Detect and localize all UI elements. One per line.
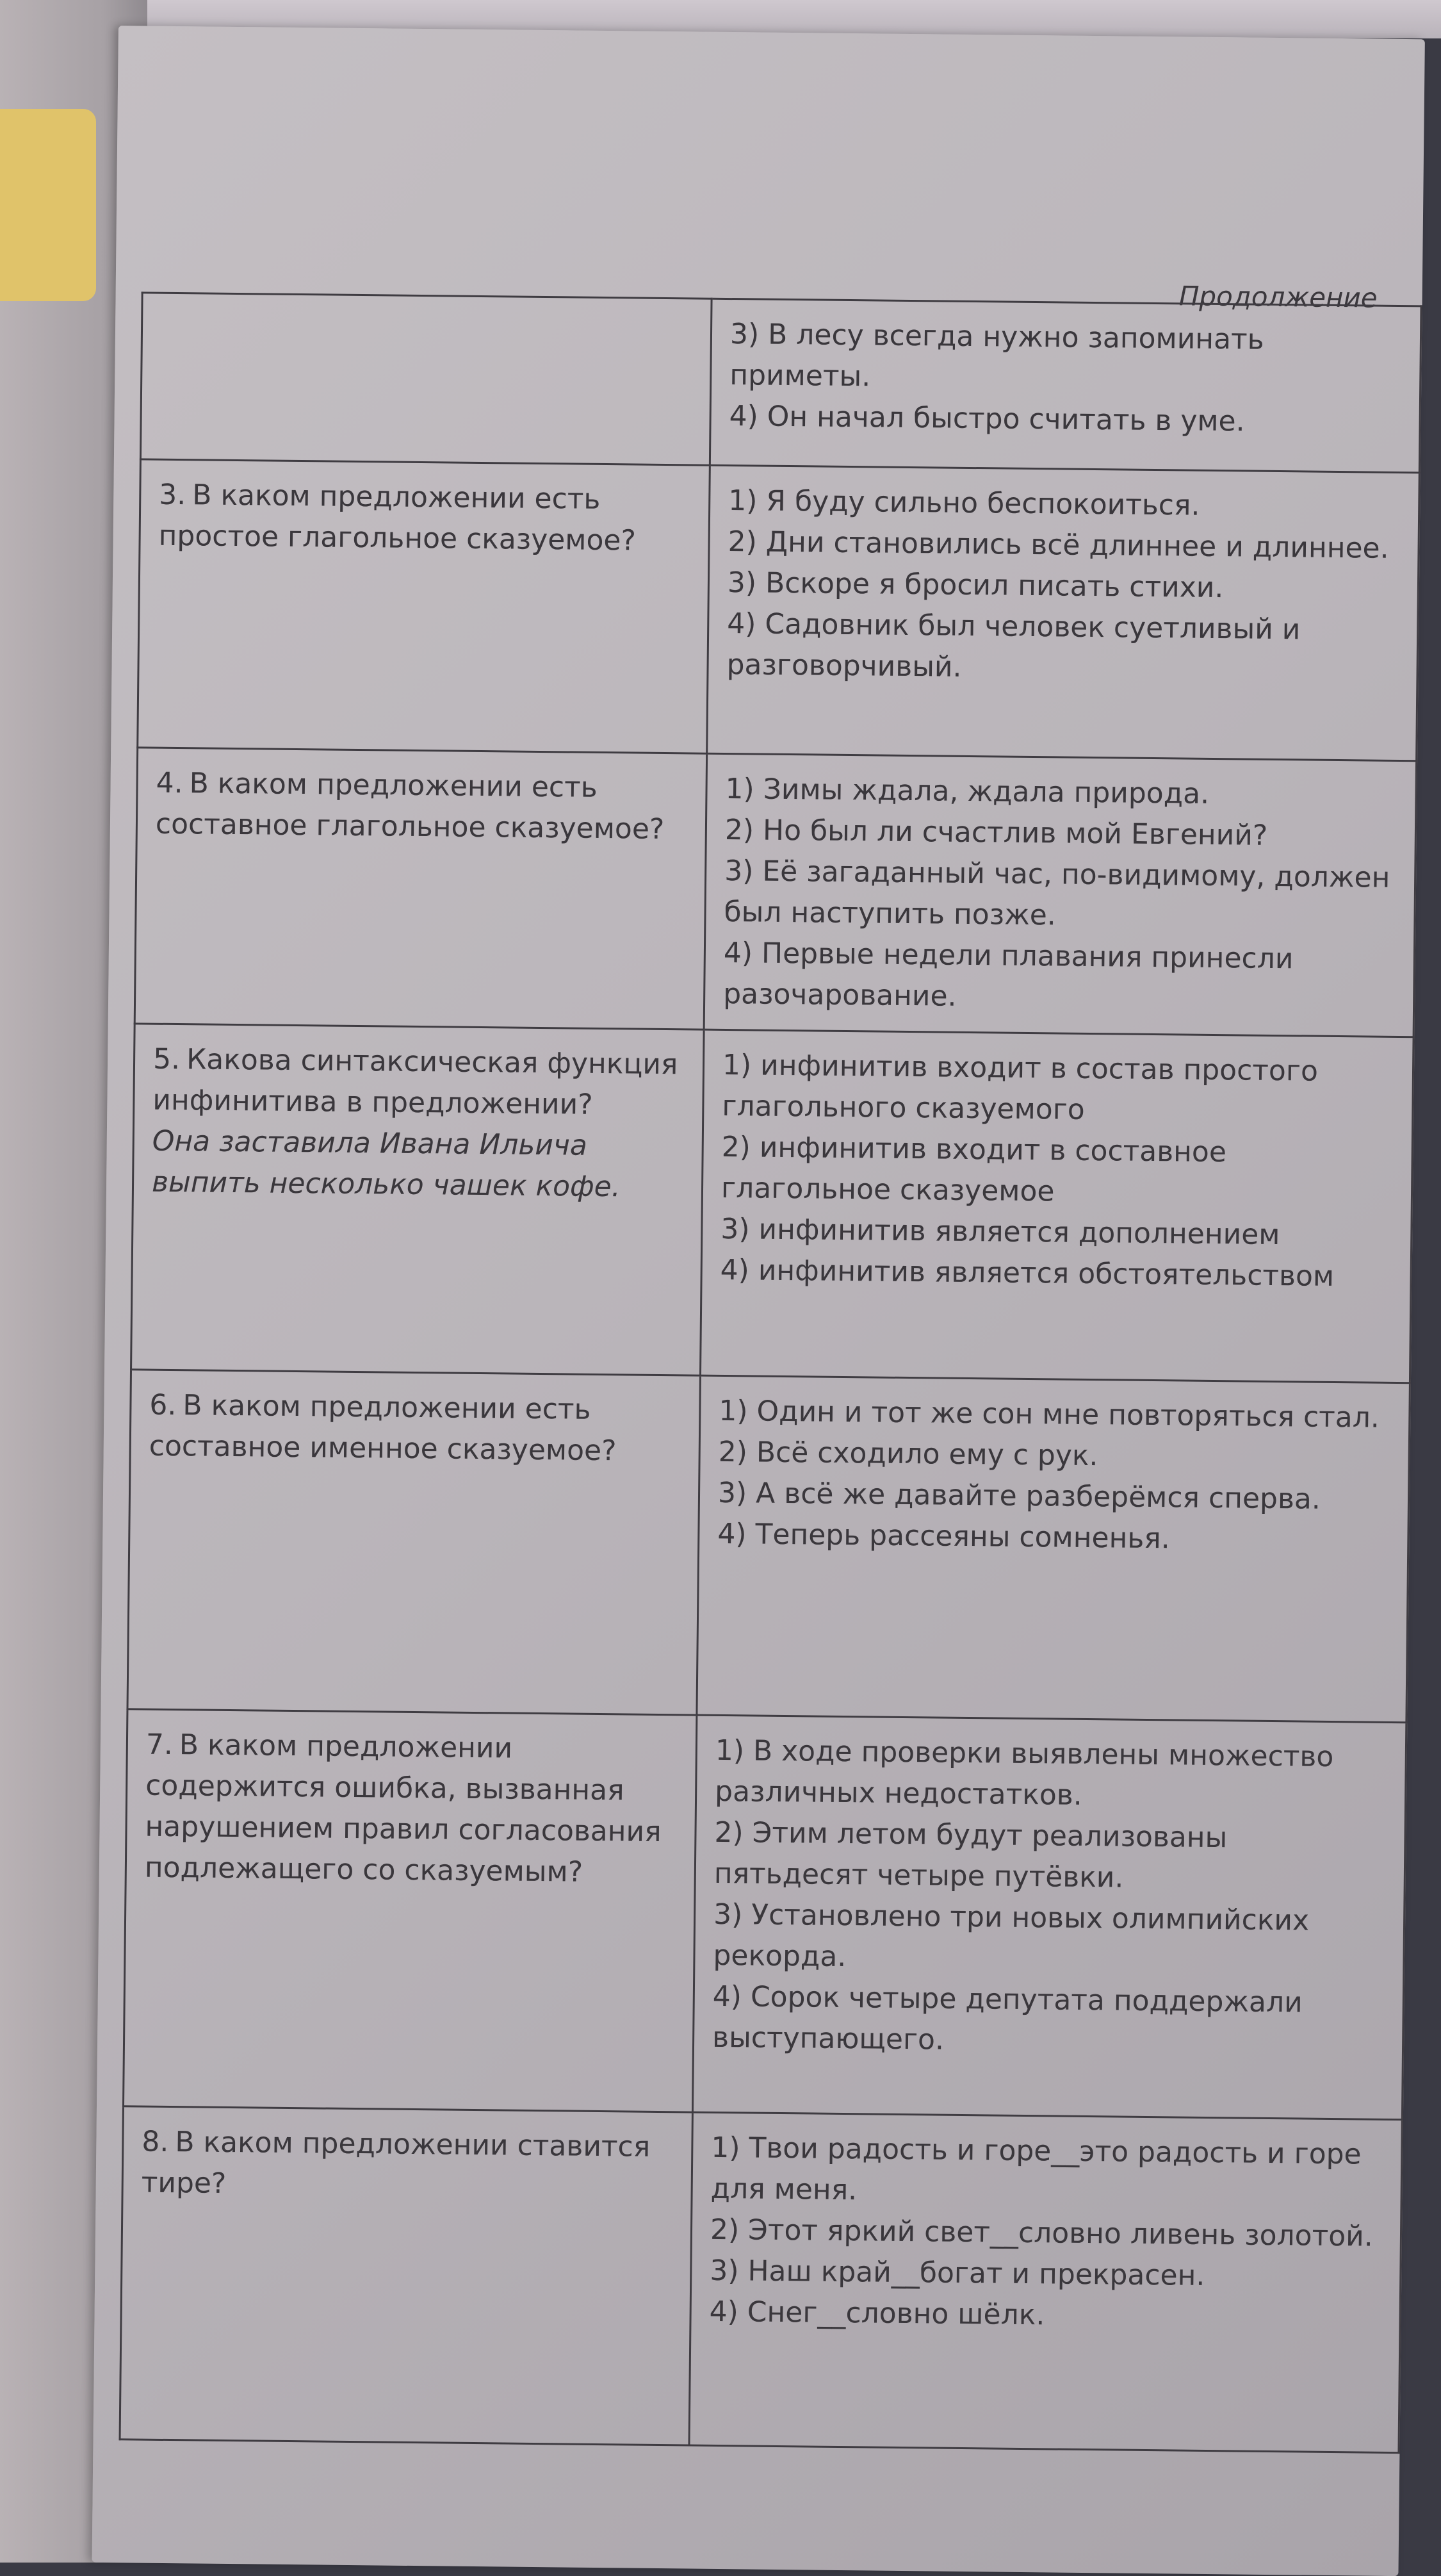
question-number: 7. — [145, 1728, 174, 1762]
answer-option: 3) Наш край__богат и прекрасен. — [710, 2254, 1205, 2292]
question-number: 3. — [159, 478, 186, 512]
question-text: В каком предложении ставится тире? — [141, 2126, 651, 2200]
question-text: В каком предложении содержится ошибка, вызванная нарушением правил согласования подлежащего со сказуемым? — [144, 1728, 662, 1889]
answer-option: 1) Зимы ждала, ждала природа. — [725, 772, 1210, 810]
answer-option: 2) Дни становились всё длиннее и длиннее. — [728, 525, 1389, 565]
answer-option: 1) В ходе проверки выявлены множество различных недостатков. — [714, 1734, 1334, 1812]
table-row — [140, 293, 1421, 473]
question-cell — [140, 293, 712, 465]
options-cell — [700, 1030, 1413, 1383]
answer-option: 3) В лесу всегда нужно запоминать приметы. — [729, 318, 1264, 393]
question-text: В каком предложении есть составное глагольное сказуемое? — [155, 767, 665, 846]
answer-option: 1) Твои радость и горе__это радость и горе для меня. — [710, 2131, 1362, 2207]
example-sentence: Она заставила Ивана Ильича выпить несколько чашек кофе. — [151, 1124, 621, 1204]
options-cell — [692, 1715, 1406, 2120]
answer-option: 2) Всё сходило ему с рук. — [718, 1435, 1098, 1473]
yellow-tab — [0, 109, 96, 301]
answer-option: 3) Вскоре я бросил писать стихи. — [727, 566, 1224, 605]
question-cell — [131, 1024, 704, 1375]
options-cell — [697, 1375, 1410, 1723]
question-number: 6. — [149, 1388, 177, 1422]
question-text: В каком предложении есть простое глагольное сказуемое? — [158, 479, 637, 557]
answer-option: 3) А всё же давайте разберёмся сперва. — [717, 1476, 1321, 1516]
answer-option: 1) инфинитив входит в состав простого глагольного сказуемого — [722, 1048, 1319, 1126]
question-number: 8. — [142, 2125, 169, 2159]
answer-option: 1) Я буду сильно беспокоиться. — [728, 484, 1200, 522]
answer-option: 3) Установлено три новых олимпийских рекорда. — [713, 1898, 1310, 1974]
question-text: В каком предложении есть составное именное сказуемое? — [149, 1389, 617, 1468]
answer-option: 1) Один и тот же сон мне повторяться стал. — [719, 1394, 1380, 1434]
options-cell — [689, 2112, 1402, 2453]
question-cell — [120, 2106, 692, 2445]
question-cell — [123, 1709, 696, 2112]
answer-option: 2) Этот яркий свет__словно ливень золотой. — [710, 2213, 1373, 2253]
answer-option: 4) Он начал быстро считать в уме. — [729, 400, 1245, 438]
quiz-table — [119, 291, 1422, 2454]
question-number: 5. — [152, 1042, 181, 1076]
answer-option: 4) Первые недели плавания принесли разочарование. — [722, 936, 1294, 1013]
book-page — [92, 26, 1425, 2576]
answer-option: 3) инфинитив является дополнением — [720, 1212, 1280, 1252]
options-cell — [710, 299, 1421, 473]
question-cell — [127, 1370, 701, 1715]
answer-option: 4) Теперь рассеяны сомненья. — [717, 1517, 1171, 1555]
question-text: Какова синтаксическая функция инфинитива в предложении? — [152, 1043, 678, 1121]
table-row — [120, 2106, 1402, 2453]
answer-option: 4) Садовник был человек суетливый и разговорчивый. — [726, 607, 1301, 684]
answer-option: 4) Снег__словно шёлк. — [709, 2295, 1045, 2332]
question-cell — [134, 748, 706, 1030]
table-row — [134, 748, 1416, 1037]
options-cell — [704, 753, 1416, 1037]
table-row — [123, 1709, 1406, 2120]
answer-option: 4) Сорок четыре депутата поддержали выступающего. — [712, 1980, 1303, 2056]
table-row — [127, 1370, 1410, 1723]
answer-option: 2) инфинитив входит в составное глагольное сказуемое — [720, 1130, 1227, 1208]
answer-option: 2) Этим летом будут реализованы пятьдесят четыре путёвки. — [713, 1816, 1228, 1894]
question-cell — [138, 459, 710, 753]
continuation-label: Продолжение — [1178, 280, 1378, 314]
answer-option: 4) инфинитив является обстоятельством — [720, 1253, 1335, 1293]
answer-option: 3) Её загаданный час, по-видимому, должен был наступить позже. — [724, 854, 1390, 932]
answer-option: 2) Но был ли счастлив мой Евгений? — [724, 813, 1268, 852]
question-number: 4. — [156, 766, 183, 800]
table-row — [138, 459, 1420, 761]
options-cell — [707, 465, 1420, 761]
table-row — [131, 1024, 1414, 1383]
